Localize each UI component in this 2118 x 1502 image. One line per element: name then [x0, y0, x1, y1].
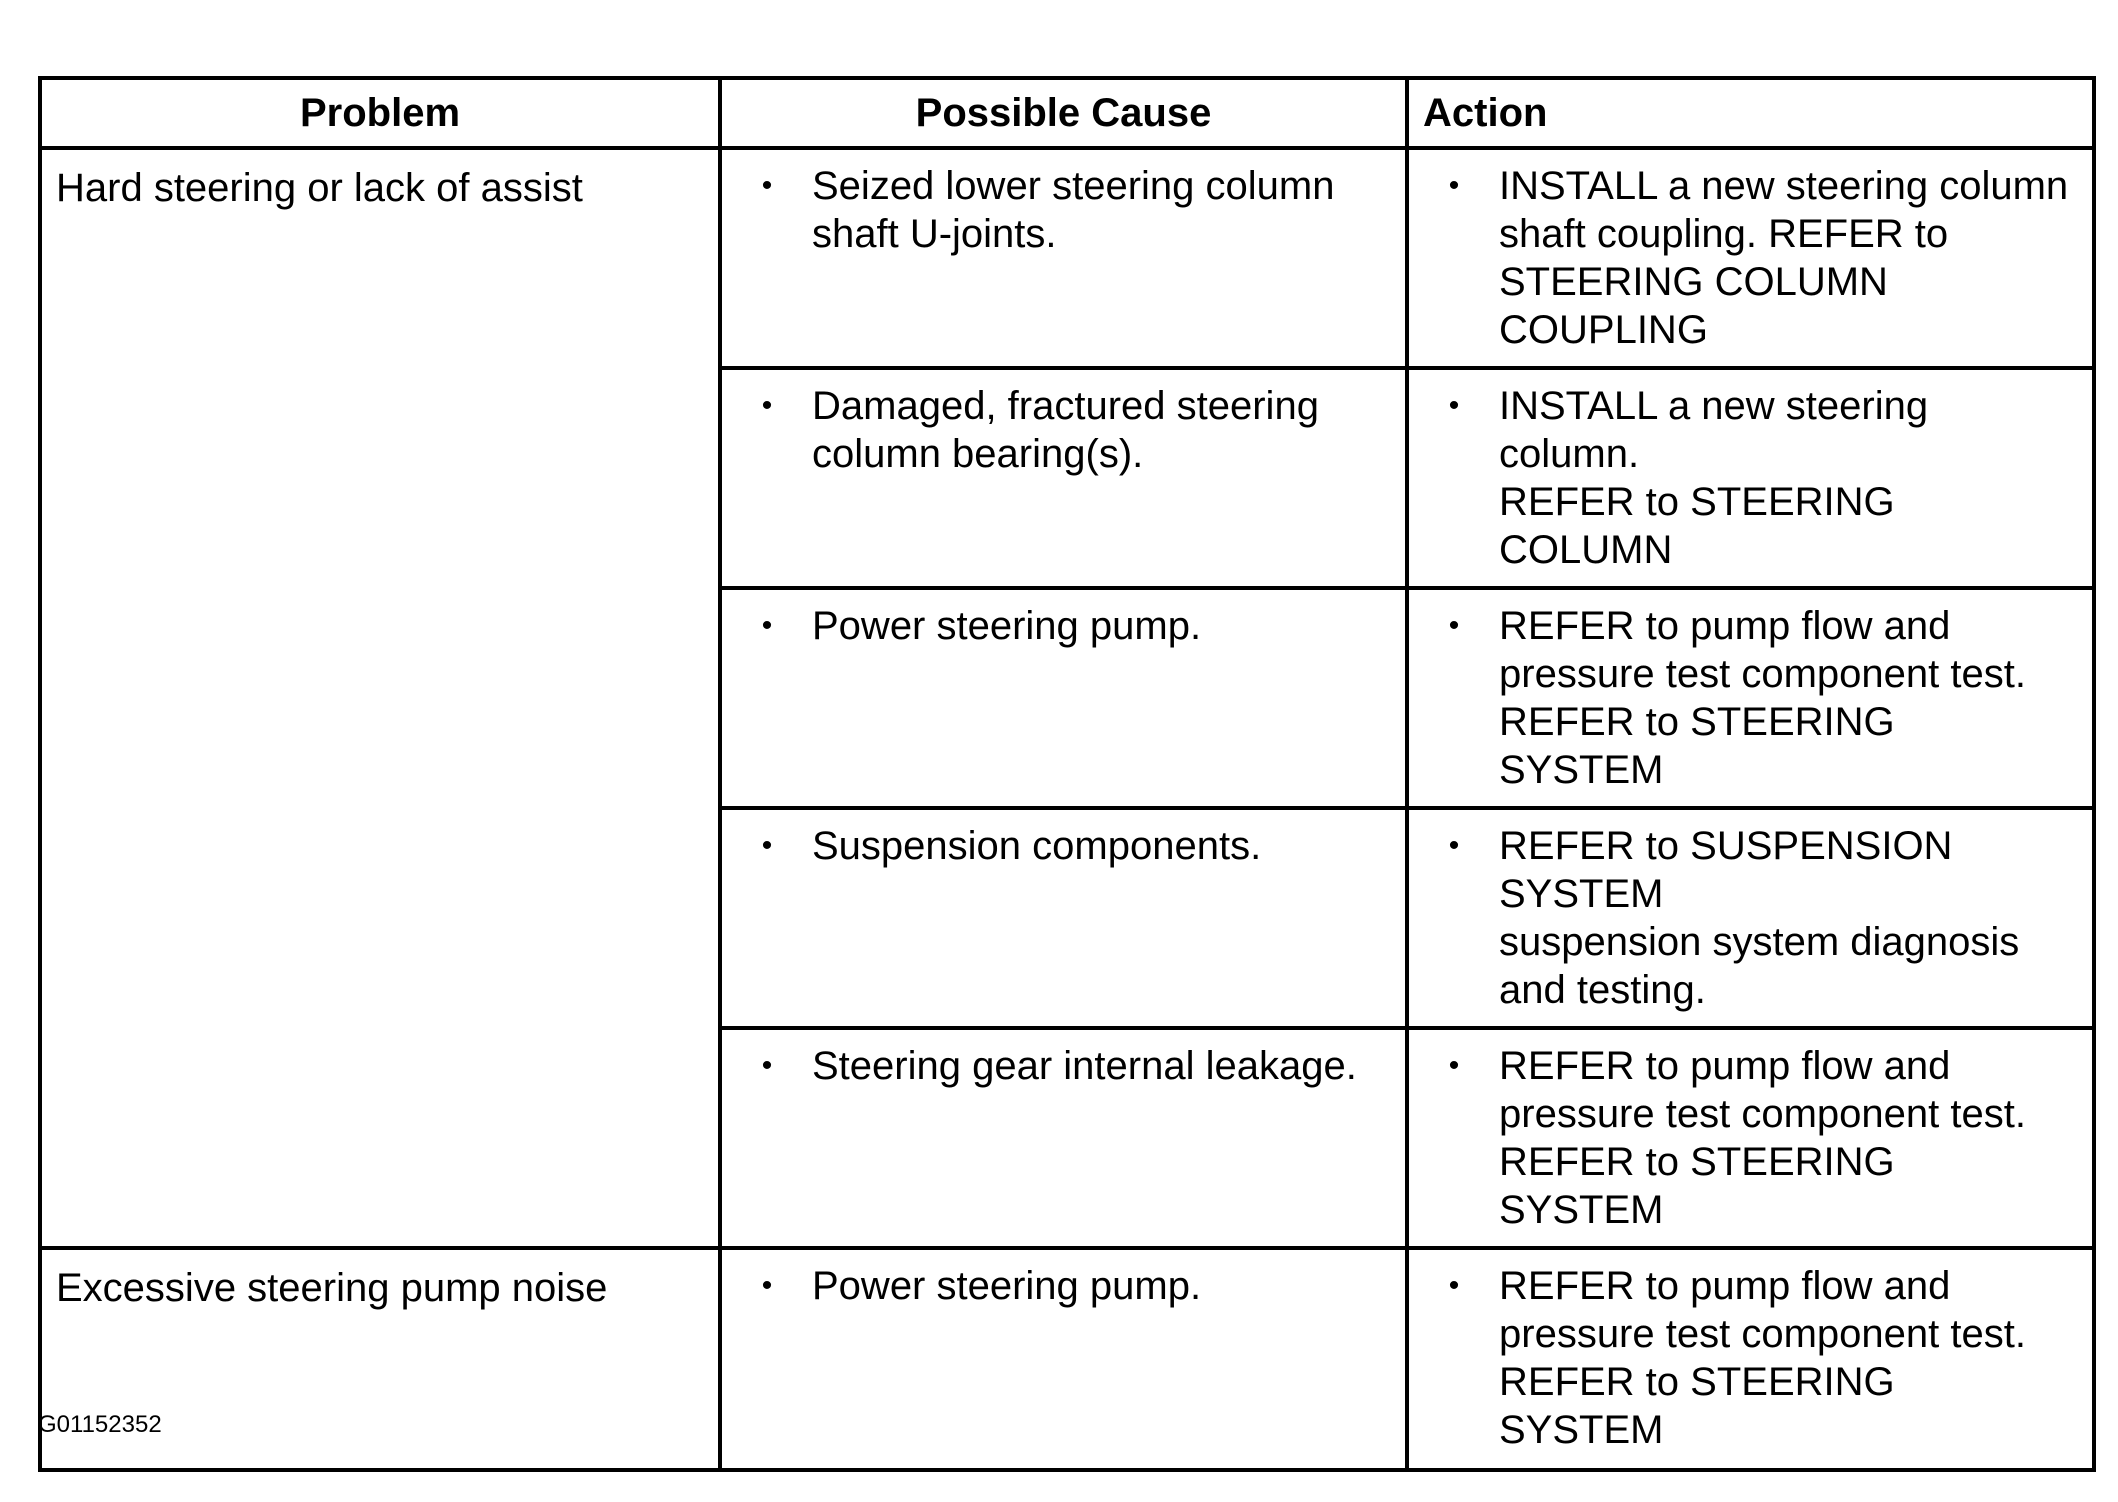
action-text: INSTALL a new steering column shaft coupling. REFER to STEERING COLUMN COUPLING: [1499, 164, 2069, 352]
header-possible-cause: Possible Cause: [720, 78, 1407, 148]
action-text: REFER to SUSPENSION SYSTEM suspension system diagnosis and testing.: [1499, 824, 2020, 1012]
action-item: [1409, 602, 2078, 794]
cause-item: [722, 1262, 1391, 1310]
cause-item: [722, 602, 1391, 650]
action-cell: [1407, 148, 2094, 368]
action-item: [1409, 1262, 2078, 1454]
action-cell: [1407, 1028, 2094, 1248]
cause-text: Power steering pump.: [812, 1264, 1202, 1308]
header-problem: Problem: [40, 78, 720, 148]
cause-item: [722, 382, 1391, 478]
header-action: Action: [1407, 78, 2094, 148]
cause-text: Power steering pump.: [812, 604, 1202, 648]
action-item: [1409, 382, 2078, 574]
cause-item: [722, 822, 1391, 870]
cause-cell: [720, 808, 1407, 1028]
action-text: REFER to pump flow and pressure test component test. REFER to STEERING SYSTEM: [1499, 1044, 2026, 1232]
header-row: [40, 78, 2094, 148]
cause-text: Suspension components.: [812, 824, 1262, 868]
action-text: REFER to pump flow and pressure test component test. REFER to STEERING SYSTEM: [1499, 604, 2026, 792]
action-cell: [1407, 368, 2094, 588]
cause-cell: [720, 1028, 1407, 1248]
cause-cell: [720, 1248, 1407, 1470]
bullet-icon: •: [1448, 1049, 1460, 1082]
action-text: INSTALL a new steering column. REFER to STEERING COLUMN: [1499, 384, 1929, 572]
cause-text: Steering gear internal leakage.: [812, 1044, 1357, 1088]
bullet-icon: •: [761, 1269, 773, 1302]
action-cell: [1407, 808, 2094, 1028]
figure-id-label: G01152352: [38, 1411, 162, 1438]
bullet-icon: •: [761, 829, 773, 862]
cause-cell: [720, 148, 1407, 368]
action-item: [1409, 1042, 2078, 1234]
cause-item: [722, 162, 1391, 258]
bullet-icon: •: [761, 609, 773, 642]
bullet-icon: •: [761, 1049, 773, 1082]
cause-cell: [720, 588, 1407, 808]
bullet-icon: •: [1448, 829, 1460, 862]
bullet-icon: •: [1448, 169, 1460, 202]
action-item: [1409, 822, 2078, 1014]
diagnosis-table: [38, 76, 2096, 1472]
bullet-icon: •: [761, 389, 773, 422]
action-cell: [1407, 588, 2094, 808]
cause-cell: [720, 368, 1407, 588]
action-cell: [1407, 1248, 2094, 1470]
problem-cell: Excessive steering pump noise: [40, 1248, 720, 1470]
cause-text: Seized lower steering column shaft U-joints.: [812, 164, 1335, 256]
bullet-icon: •: [1448, 1269, 1460, 1302]
bullet-icon: •: [1448, 389, 1460, 422]
bullet-icon: •: [761, 169, 773, 202]
bullet-icon: •: [1448, 609, 1460, 642]
cause-item: [722, 1042, 1391, 1090]
table-row: [40, 148, 2094, 368]
cause-text: Damaged, fractured steering column bearing(s).: [812, 384, 1319, 476]
table-row: [40, 1248, 2094, 1470]
action-item: [1409, 162, 2078, 354]
problem-cell: Hard steering or lack of assist: [40, 148, 720, 1248]
action-text: REFER to pump flow and pressure test component test. REFER to STEERING SYSTEM: [1499, 1264, 2026, 1452]
